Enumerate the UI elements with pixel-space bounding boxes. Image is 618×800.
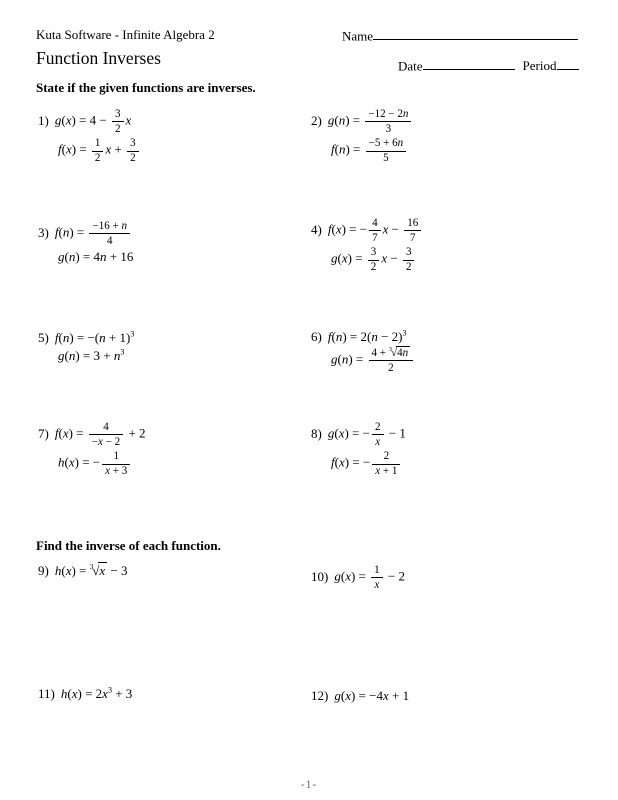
problem-6	[311, 327, 415, 376]
fraction: $\frac{1}{x + 3}$	[102, 450, 130, 477]
equation-line: 1) g(x) = 4 − $\frac{3}{2}$ x	[38, 108, 132, 135]
fraction: $\frac{4}{-x - 2}$	[89, 421, 123, 448]
problem-number: 2)	[311, 112, 322, 128]
footer-page-number: -1-	[300, 779, 318, 791]
problem-number: 9)	[38, 563, 49, 578]
equation-line: h(x) = − $\frac{1}{x + 3}$	[58, 450, 146, 477]
equation-line: 11) $h(x) = 2x^3 + 3$	[38, 685, 133, 701]
problem-9	[38, 561, 128, 581]
equation-line: g(n) = $\frac{4 + ^3√4n}{2}$	[331, 347, 415, 374]
problem-number: 4)	[311, 221, 322, 237]
problem-8	[311, 419, 406, 480]
equation-line: 8) g(x) = − $\frac{2}{x}$ − 1	[311, 421, 406, 448]
name-field	[342, 27, 578, 44]
fraction: $\frac{4}{7}$	[369, 217, 381, 244]
name-label: Name	[342, 28, 374, 44]
equation-line: 9) h(x) = $^3$√x − 3	[38, 562, 128, 578]
fraction: $\frac{2}{x}$	[372, 421, 384, 448]
fraction: $\frac{-5 + 6n}{5}$	[366, 137, 407, 164]
radical: $^3$√4n	[388, 346, 409, 359]
radical-sign-icon: √	[92, 563, 100, 578]
fraction: $\frac{3}{2}$	[127, 137, 139, 164]
problem-2	[311, 106, 413, 167]
equation-line: 3) f(n) = $\frac{-16 + n}{4}$	[38, 220, 133, 247]
date-period-field	[398, 57, 579, 74]
date-blank	[423, 57, 515, 70]
name-blank	[373, 27, 578, 40]
problem-4	[311, 215, 423, 276]
period-label: Period	[522, 58, 557, 74]
equation-line: 2) g(n) = $\frac{-12 - 2n}{3}$	[311, 108, 413, 135]
fraction: $\frac{3}{2}$	[368, 246, 380, 273]
problem-number: 6)	[311, 329, 322, 344]
equation-line: g(x) = $\frac{3}{2}$ x − $\frac{3}{2}$	[331, 246, 423, 273]
section-instruction-find-inverse: Find the inverse of each function.	[36, 538, 221, 553]
equation-line: 12) g(x) = −4x + 1	[311, 688, 410, 703]
equation-line: f(x) = − $\frac{2}{x + 1}$	[331, 450, 406, 477]
equation-line: 10) g(x) = $\frac{1}{x}$ − 2	[311, 564, 406, 591]
equation-line: $g(n) = 3 + n^3$	[58, 347, 125, 363]
problem-3	[38, 218, 133, 267]
equation-line: f(x) = $\frac{1}{2}$ x + $\frac{3}{2}$	[58, 137, 141, 164]
page-title: Function Inverses	[36, 48, 161, 68]
problem-number: 12)	[311, 688, 329, 703]
problem-7	[38, 419, 146, 480]
fraction: $\frac{16}{7}$	[404, 217, 421, 244]
equation-line: 7) f(x) = $\frac{4}{-x - 2}$ + 2	[38, 421, 146, 448]
problem-1	[38, 106, 141, 167]
problem-number: 1)	[38, 112, 49, 128]
problem-12	[311, 686, 409, 706]
date-label: Date	[398, 58, 423, 74]
equation-line: f(n) = $\frac{-5 + 6n}{5}$	[331, 137, 413, 164]
problem-11	[38, 684, 132, 704]
problem-number: 3)	[38, 224, 49, 240]
problem-5	[38, 328, 134, 366]
radical-sign-icon: √	[391, 347, 398, 359]
problem-number: 7)	[38, 425, 49, 441]
problem-number: 10)	[311, 568, 329, 584]
equation-line: 5) $f(n) = -(n + 1)^3$	[38, 329, 135, 345]
fraction: $\frac{4 + ^3√4n}{2}$	[369, 347, 414, 374]
header-brand: Kuta Software - Infinite Algebra 2	[36, 27, 215, 42]
fraction: $\frac{2}{x + 1}$	[372, 450, 400, 477]
fraction: $\frac{1}{x}$	[371, 564, 383, 591]
fraction: $\frac{3}{2}$	[403, 246, 415, 273]
period-blank	[557, 57, 579, 70]
problem-10	[311, 562, 405, 593]
equation-line: 6) $f(n) = 2(n - 2)^3$	[311, 328, 407, 344]
section-instruction-inverses: State if the given functions are inverses.	[36, 80, 256, 95]
equation-line: g(n) = 4n + 16	[58, 249, 134, 265]
problem-number: 11)	[38, 686, 55, 701]
fraction: $\frac{3}{2}$	[112, 108, 124, 135]
equation-line: 4) f(x) = − $\frac{4}{7}$ x − $\frac{16}{7}$	[311, 217, 423, 244]
fraction: $\frac{-16 + n}{4}$	[89, 220, 130, 247]
fraction: $\frac{1}{2}$	[92, 137, 104, 164]
fraction: $\frac{-12 - 2n}{3}$	[365, 108, 411, 135]
problem-number: 8)	[311, 425, 322, 441]
radical: $^3$√x	[89, 562, 106, 578]
problem-number: 5)	[38, 330, 49, 345]
